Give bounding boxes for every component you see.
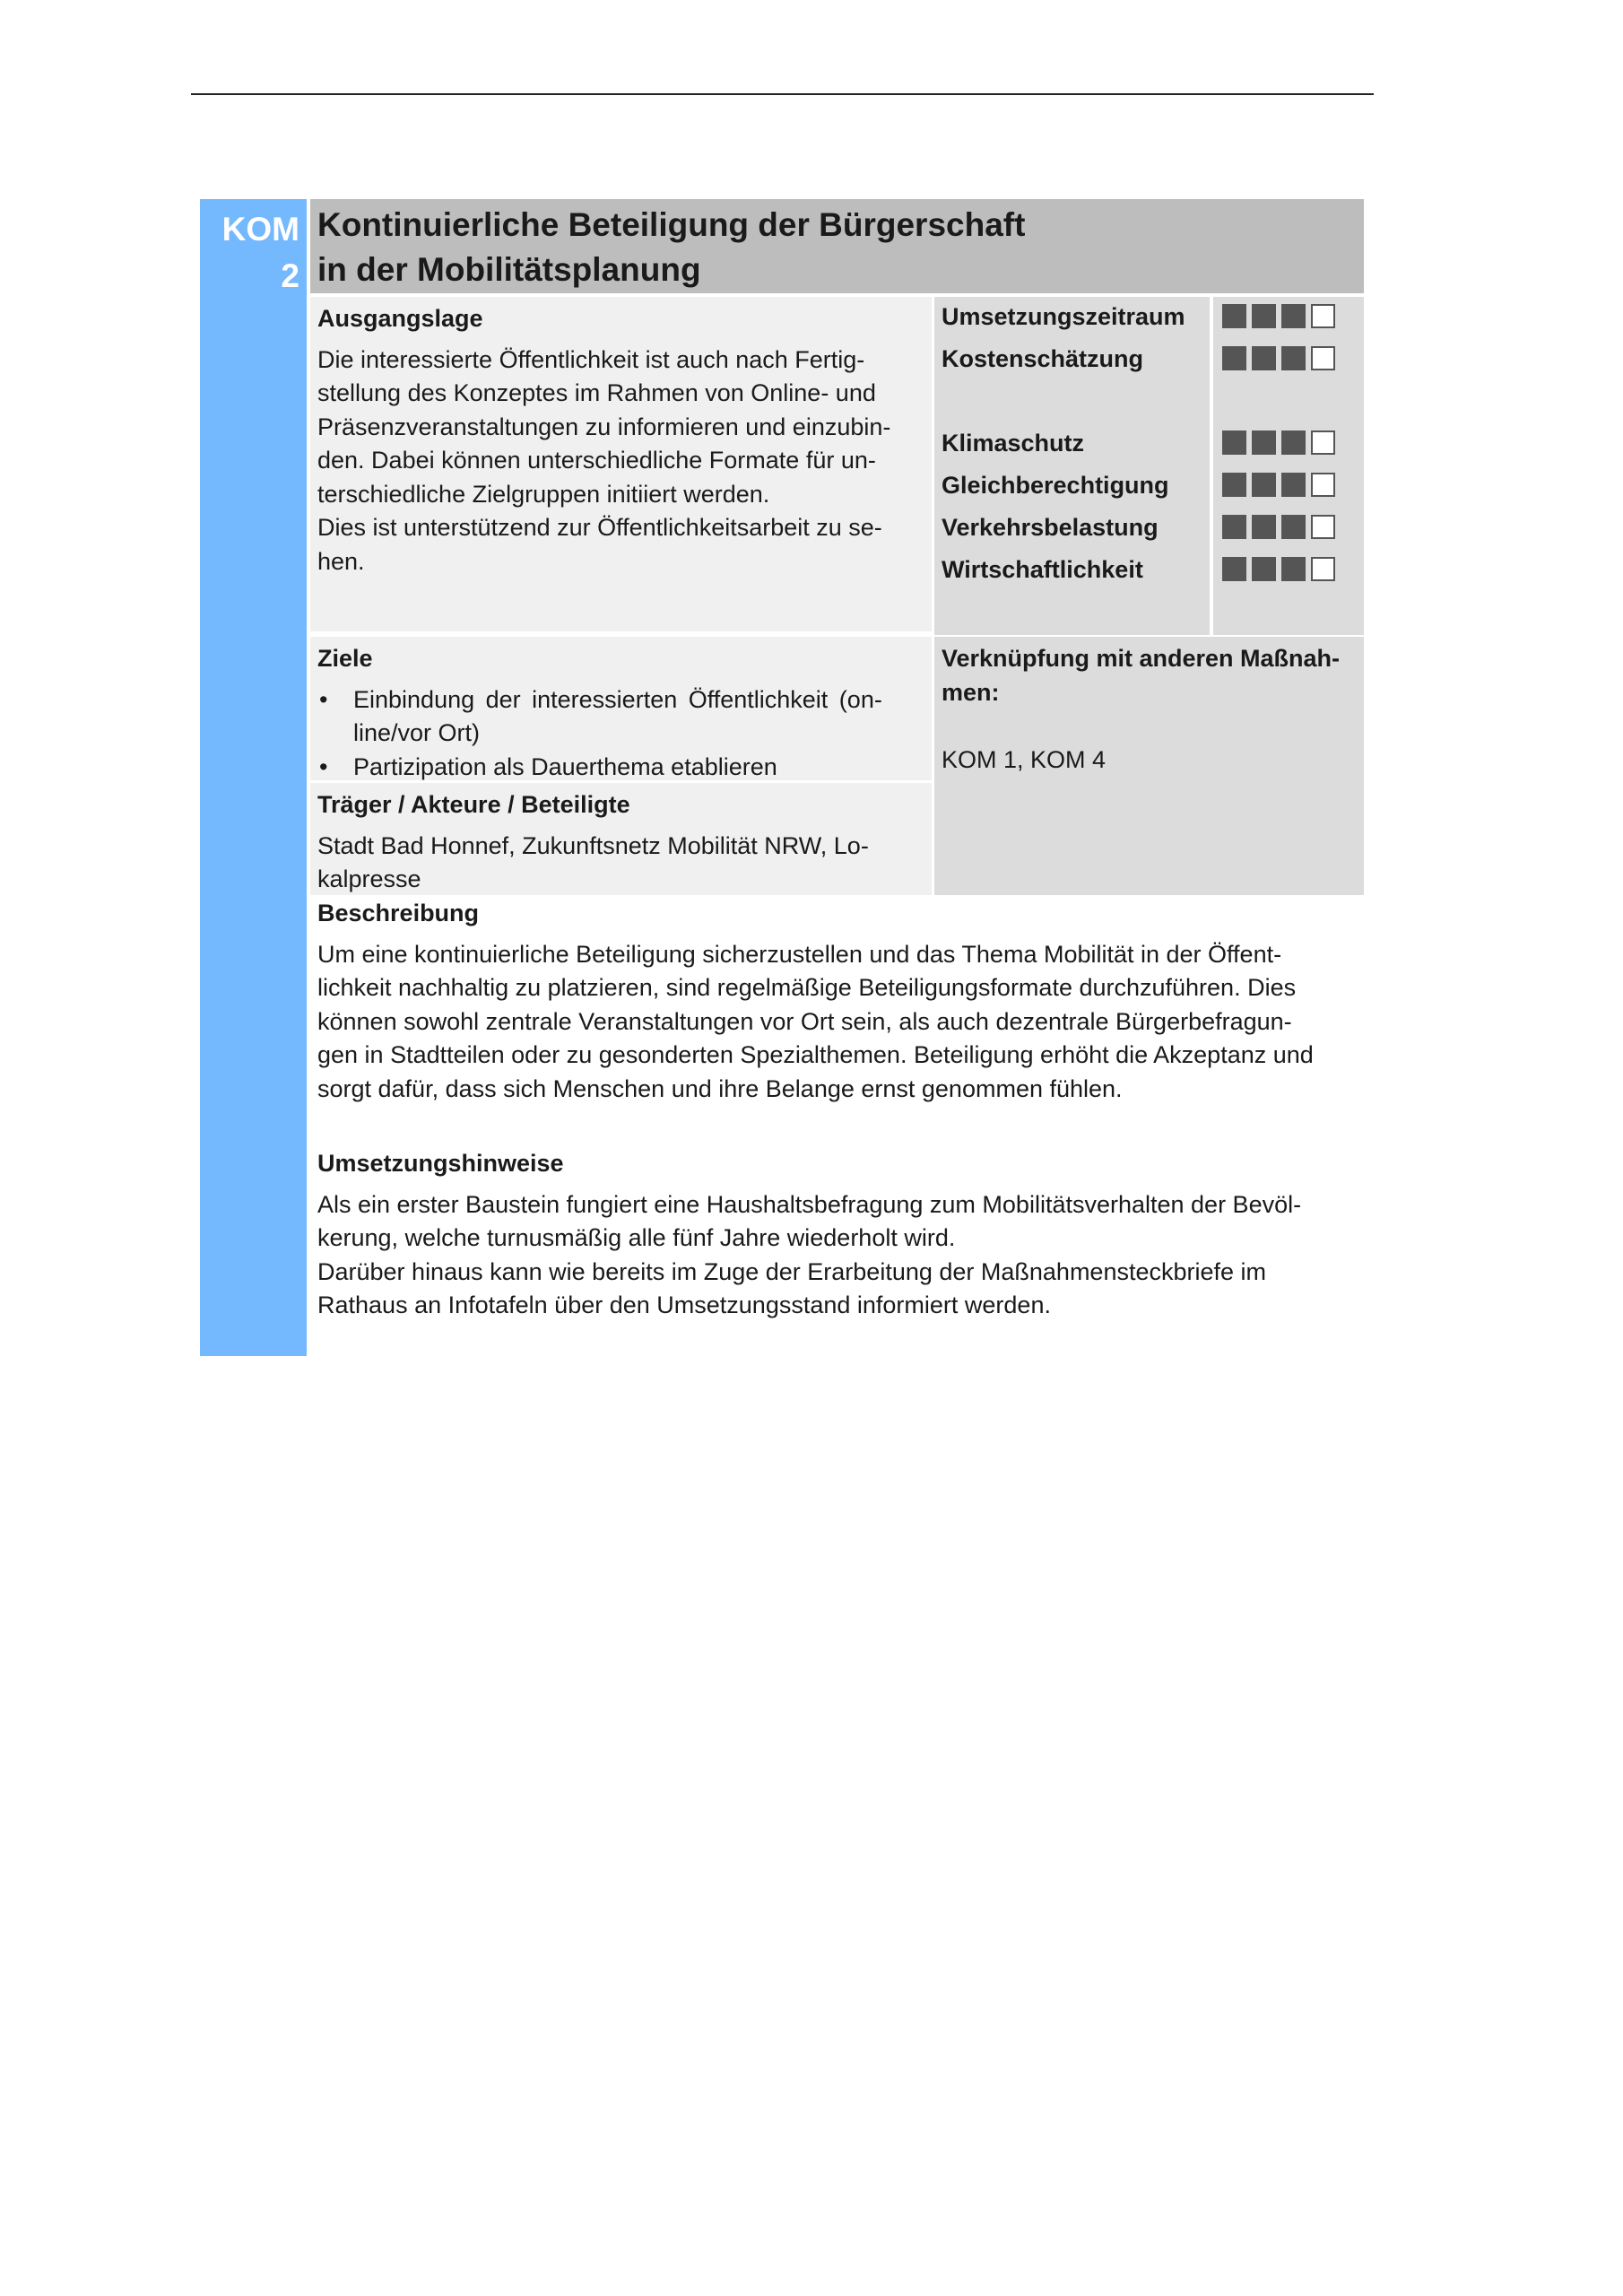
rating-gleichberechtigung (1222, 473, 1335, 497)
ziele-item1-line1: • Einbindung der interessierten Öffentlichkeit (on- (353, 685, 882, 713)
criterion-label-gleichberechtigung: Gleichberechtigung (942, 472, 1169, 499)
ausgangslage-heading: Ausgangslage (317, 305, 483, 332)
verknuepfung-heading-line1: Verknüpfung mit anderen Maßnah- (942, 645, 1341, 672)
measure-code (222, 206, 299, 300)
rating-umsetzungszeitraum (1222, 304, 1335, 328)
beschreibung-heading: Beschreibung (317, 900, 480, 926)
measure-title-line1: Kontinuierliche Beteiligung der Bürgerschaft (317, 206, 1026, 243)
criterion-label-klimaschutz: Klimaschutz (942, 430, 1085, 457)
rating-square-empty (1311, 557, 1335, 581)
criterion-label-verkehrsbelastung: Verkehrsbelastung (942, 514, 1159, 541)
criterion-label-wirtschaftlichkeit: Wirtschaftlichkeit (942, 556, 1143, 583)
rating-square-empty (1311, 430, 1335, 455)
criteria-labels (934, 297, 1210, 635)
criteria-ratings (1213, 297, 1364, 635)
traeger-line1: Stadt Bad Honnef, Zukunftsnetz Mobilität NRW, Lo- (317, 831, 869, 859)
header-rule (191, 93, 1374, 95)
measure-title-line2: in der Mobilitätsplanung (317, 251, 701, 288)
rating-square-filled (1252, 430, 1276, 455)
ausgangslage-section (310, 297, 932, 631)
rating-square-empty (1311, 473, 1335, 497)
rating-klimaschutz (1222, 430, 1335, 455)
ausgangslage-line: den. Dabei können unterschiedliche Formate für un- (317, 447, 876, 474)
rating-square-filled (1222, 473, 1246, 497)
ausgangslage-text (317, 344, 924, 579)
rating-square-filled (1222, 515, 1246, 539)
rating-square-filled (1222, 304, 1246, 328)
rating-square-filled (1252, 304, 1276, 328)
ziele-section (310, 637, 932, 780)
beschreibung-section (310, 897, 1364, 1106)
verknuepfung-value: KOM 1, KOM 4 (942, 746, 1107, 773)
rating-wirtschaftlichkeit (1222, 557, 1335, 581)
verknuepfung-section (934, 637, 1364, 895)
list-item: • Partizipation als Dauerthema etablieren (317, 751, 924, 785)
traeger-line2: kalpresse (317, 865, 421, 892)
ausgangslage-line: stellung des Konzeptes im Rahmen von Online- und (317, 379, 876, 406)
ziele-list (317, 683, 924, 785)
beschreibung-line: gen in Stadtteilen oder zu gesonderten Spezialthemen. Beteiligung erhöht die Akzeptanz und (317, 1041, 1314, 1068)
ausgangslage-line: Präsenzveranstaltungen zu informieren und einzubin- (317, 413, 891, 440)
measure-code-column (200, 199, 307, 1356)
rating-square-filled (1281, 430, 1306, 455)
ausgangslage-line: Die interessierte Öffentlichkeit ist auch nach Fertig- (317, 345, 865, 373)
beschreibung-line: können sowohl zentrale Veranstaltungen vor Ort sein, als auch dezentrale Bürgerbefragun- (317, 1007, 1292, 1035)
rating-square-filled (1222, 557, 1246, 581)
rating-square-empty (1311, 304, 1335, 328)
measure-code-line2: 2 (281, 257, 299, 294)
rating-square-filled (1252, 346, 1276, 370)
umsetzungshinweise-text (317, 1188, 1357, 1323)
verknuepfung-heading-line2: men: (942, 678, 1000, 706)
measure-title-box (310, 199, 1364, 293)
rating-square-filled (1252, 515, 1276, 539)
umsetzungshinweise-line: Rathaus an Infotafeln über den Umsetzungsstand informiert werden. (317, 1292, 1051, 1318)
list-item (317, 683, 924, 751)
measure-code-line1: KOM (221, 211, 299, 248)
rating-square-filled (1222, 430, 1246, 455)
ausgangslage-line: terschiedliche Zielgruppen initiiert werden. (317, 480, 770, 508)
rating-square-filled (1281, 304, 1306, 328)
umsetzungshinweise-section (310, 1147, 1364, 1323)
rating-square-filled (1222, 346, 1246, 370)
traeger-section (310, 783, 932, 895)
ausgangslage-line: hen. (317, 547, 365, 575)
beschreibung-text (317, 938, 1357, 1107)
beschreibung-line: Um eine kontinuierliche Beteiligung sicherzustellen und das Thema Mobilität in der Öffent- (317, 940, 1282, 968)
ausgangslage-line: Dies ist unterstützend zur Öffentlichkeitsarbeit zu se- (317, 514, 882, 541)
rating-square-filled (1281, 473, 1306, 497)
criterion-label-umsetzungszeitraum: Umsetzungszeitraum (942, 303, 1185, 330)
criterion-label-kostenschaetzung: Kostenschätzung (942, 345, 1144, 372)
rating-square-filled (1281, 346, 1306, 370)
rating-square-filled (1252, 473, 1276, 497)
rating-verkehrsbelastung (1222, 515, 1335, 539)
umsetzungshinweise-line: Als ein erster Baustein fungiert eine Haushaltsbefragung zum Mobilitätsverhalten der Bevöl- (317, 1190, 1302, 1218)
rating-square-filled (1281, 557, 1306, 581)
ziele-heading: Ziele (317, 645, 373, 672)
ziele-item1-line2: line/vor Ort) (353, 719, 481, 746)
rating-square-filled (1281, 515, 1306, 539)
umsetzungshinweise-heading: Umsetzungshinweise (317, 1150, 564, 1177)
rating-square-filled (1252, 557, 1276, 581)
umsetzungshinweise-line: kerung, welche turnusmäßig alle fünf Jahre wiederholt wird. (317, 1224, 956, 1251)
rating-square-empty (1311, 515, 1335, 539)
traeger-heading: Träger / Akteure / Beteiligte (317, 791, 630, 818)
beschreibung-line: sorgt dafür, dass sich Menschen und ihre Belange ernst genommen fühlen. (317, 1074, 1123, 1102)
traeger-text (317, 830, 924, 897)
rating-square-empty (1311, 346, 1335, 370)
beschreibung-line: lichkeit nachhaltig zu platzieren, sind regelmäßige Beteiligungsformate durchzuführen. Dies (317, 974, 1297, 1001)
umsetzungshinweise-line: Darüber hinaus kann wie bereits im Zuge der Erarbeitung der Maßnahmensteckbriefe im (317, 1257, 1267, 1285)
rating-kostenschaetzung (1222, 346, 1335, 370)
